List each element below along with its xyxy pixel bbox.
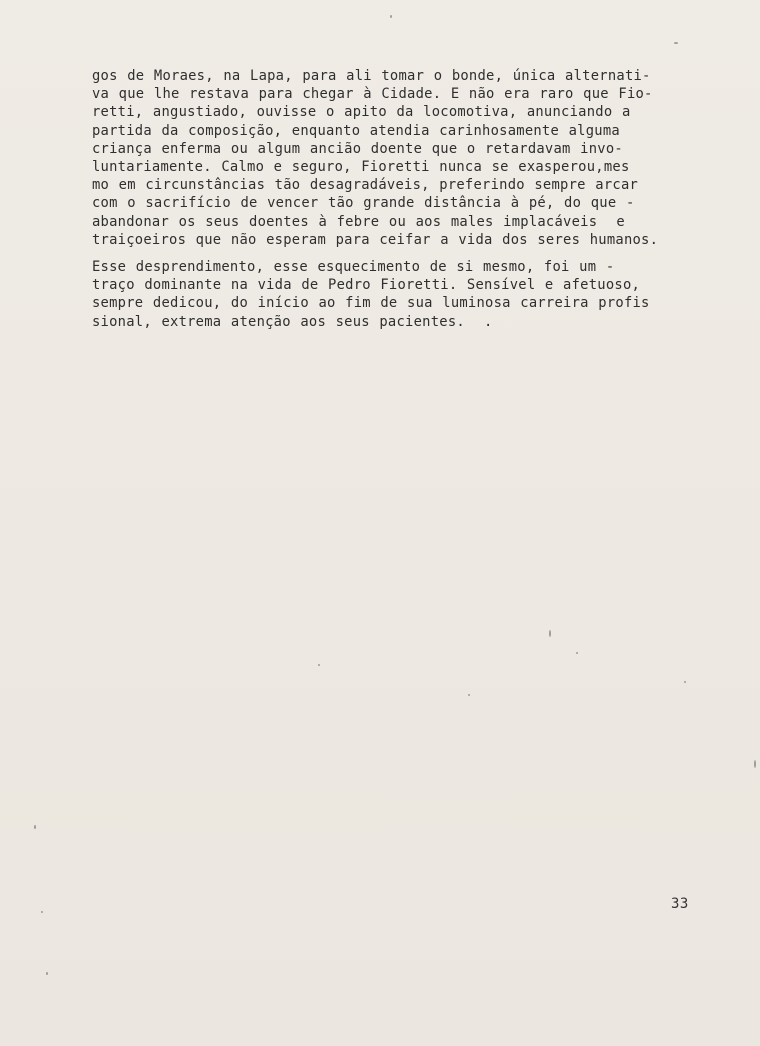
paper-speck xyxy=(46,972,48,975)
paper-speck xyxy=(684,681,686,683)
text-line: sional, extrema atenção aos seus pacientes. . xyxy=(92,313,493,330)
text-line: mo em circunstâncias tão desagradáveis, preferindo sempre arcar xyxy=(92,177,639,194)
text-line: traço dominante na vida de Pedro Fioretti. Sensível e afetuoso, xyxy=(92,277,641,294)
paper-speck xyxy=(674,42,678,44)
paper-speck xyxy=(549,630,551,637)
text-line: abandonar os seus doentes à febre ou aos males implacáveis e xyxy=(92,213,625,230)
text-line: sempre dedicou, do início ao fim de sua luminosa carreira profis xyxy=(92,295,650,312)
paper-speck xyxy=(318,664,320,666)
text-line: luntariamente. Calmo e seguro, Fioretti nunca se exasperou,mes xyxy=(92,158,630,175)
text-line: retti, angustiado, ouvisse o apito da locomotiva, anunciando a xyxy=(92,104,631,121)
paper-speck xyxy=(468,694,470,696)
text-line: va que lhe restava para chegar à Cidade. E não era raro que Fio- xyxy=(92,86,653,103)
text-line: partida da composição, enquanto atendia carinhosamente alguma xyxy=(92,122,620,139)
paper-speck xyxy=(34,825,36,829)
paper-speck xyxy=(576,652,578,654)
text-line: com o sacrifício de vencer tão grande distância à pé, do que - xyxy=(92,195,635,212)
text-line: traiçoeiros que não esperam para ceifar a vida dos seres humanos. xyxy=(92,231,659,248)
paper-speck xyxy=(754,760,756,768)
page-number: 33 xyxy=(671,896,689,912)
text-line: criança enferma ou algum ancião doente que o retardavam invo- xyxy=(92,140,623,157)
text-line: gos de Moraes, na Lapa, para ali tomar o bonde, única alternati- xyxy=(92,68,651,84)
paper-speck xyxy=(41,911,43,913)
text-line: Esse desprendimento, esse esquecimento de si mesmo, foi um - xyxy=(92,259,615,275)
paper-speck xyxy=(390,15,392,18)
paragraph-2 xyxy=(92,258,698,331)
paragraph-1 xyxy=(92,67,698,249)
